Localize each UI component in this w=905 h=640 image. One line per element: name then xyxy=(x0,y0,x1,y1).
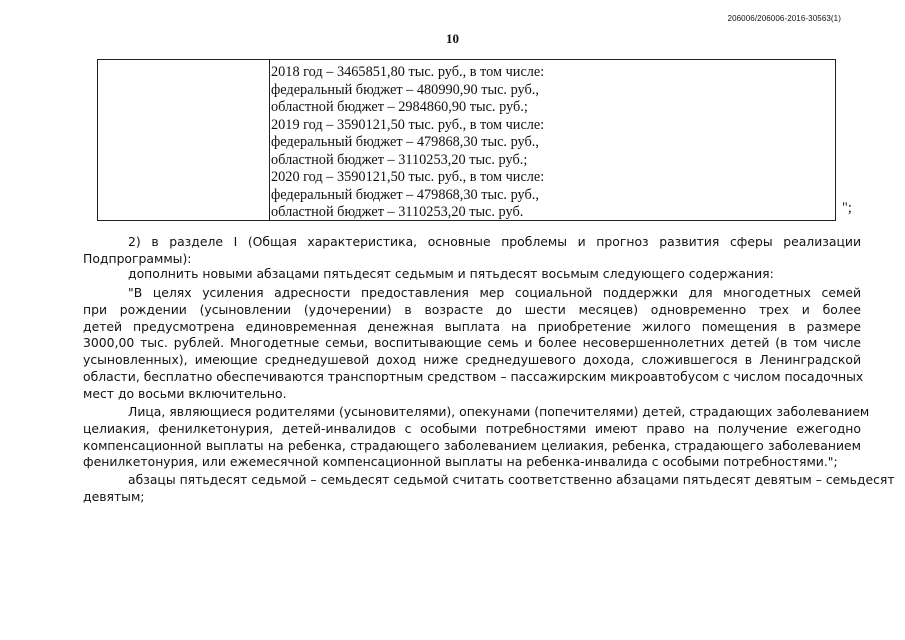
table-column-divider xyxy=(269,60,270,220)
budget-line: областной бюджет – 2984860,90 тыс. руб.; xyxy=(271,99,528,115)
paragraph-line: 3000,00 тыс. рублей. Многодетные семьи, воспитывающие семь и более несовершеннолетних детей (в том числе xyxy=(83,335,861,351)
budget-line: областной бюджет – 3110253,20 тыс. руб. xyxy=(271,204,524,220)
budget-line: областной бюджет – 3110253,20 тыс. руб.; xyxy=(271,151,528,168)
paragraph-line: абзацы пятьдесят седьмой – семьдесят седьмой считать соответственно абзацами пятьдесят девятым – семьдесят xyxy=(128,472,895,487)
budget-line: федеральный бюджет – 480990,90 тыс. руб., xyxy=(271,81,539,98)
paragraph-line: фенилкетонурия, или ежемесячной компенсационной выплаты на ребенка-инвалида с особыми потребностями."; xyxy=(83,454,838,470)
paragraph-line: области, бесплатно обеспечиваются транспортным средством – пассажирским микроавтобусом с числом посадочных xyxy=(83,368,864,384)
intro-paragraph xyxy=(83,266,861,283)
paragraph-line: целиакия, фенилкетонурия, детей-инвалидов с особыми потребностями имеют право на получение ежегодно xyxy=(83,420,861,436)
paragraph-line: Подпрограммы): xyxy=(83,250,192,266)
paragraph-line: усыновленных), имеющие среднедушевой доход ниже среднедушевого дохода, сложившегося в Ленинградской xyxy=(83,352,861,368)
budget-line: федеральный бюджет – 479868,30 тыс. руб., xyxy=(271,186,539,203)
budget-table xyxy=(97,59,836,221)
budget-line: 2018 год – 3465851,80 тыс. руб., в том числе: xyxy=(271,64,545,80)
paragraph-line: при рождении (усыновлении (удочерении) в возрасте до шести месяцев) одновременно трех и более xyxy=(83,301,861,317)
paragraph-line: мест до восьми включительно. xyxy=(83,385,287,401)
paragraph-line: детей предусмотрена единовременная денежная выплата на приобретение жилого помещения в размере xyxy=(83,318,861,334)
budget-line: 2020 год – 3590121,50 тыс. руб., в том числе: xyxy=(271,169,545,185)
paragraph-line: компенсационной выплаты на ребенка, страдающего заболеванием целиакия, ребенка, страдающего заболеванием xyxy=(83,437,861,453)
paragraph-line: 2) в разделе I (Общая характеристика, основные проблемы и прогноз развития сферы реализации xyxy=(128,234,861,249)
persons-paragraph xyxy=(83,404,870,471)
budget-cell xyxy=(271,64,544,222)
paragraph-line: Лица, являющиеся родителями (усыновителями), опекунами (попечителями) детей, страдающих заболеванием xyxy=(128,404,870,419)
item-2-paragraph xyxy=(83,234,861,268)
paragraph-line: девятым; xyxy=(83,488,145,504)
table-closing-mark: "; xyxy=(842,200,852,216)
document-id: 206006/206006-2016-30563(1) xyxy=(727,14,841,23)
paragraph-line: "В целях усиления адресности предоставления мер социальной поддержки для многодетных семей xyxy=(128,285,861,300)
page-number: 10 xyxy=(446,31,459,46)
budget-line: 2019 год – 3590121,50 тыс. руб., в том числе: xyxy=(271,116,545,133)
quoted-paragraph xyxy=(83,285,864,403)
paragraph-line: дополнить новыми абзацами пятьдесят седьмым и пятьдесят восьмым следующего содержания: xyxy=(128,266,774,281)
budget-line: федеральный бюджет – 479868,30 тыс. руб., xyxy=(271,134,539,150)
renumbering-paragraph xyxy=(83,472,895,506)
